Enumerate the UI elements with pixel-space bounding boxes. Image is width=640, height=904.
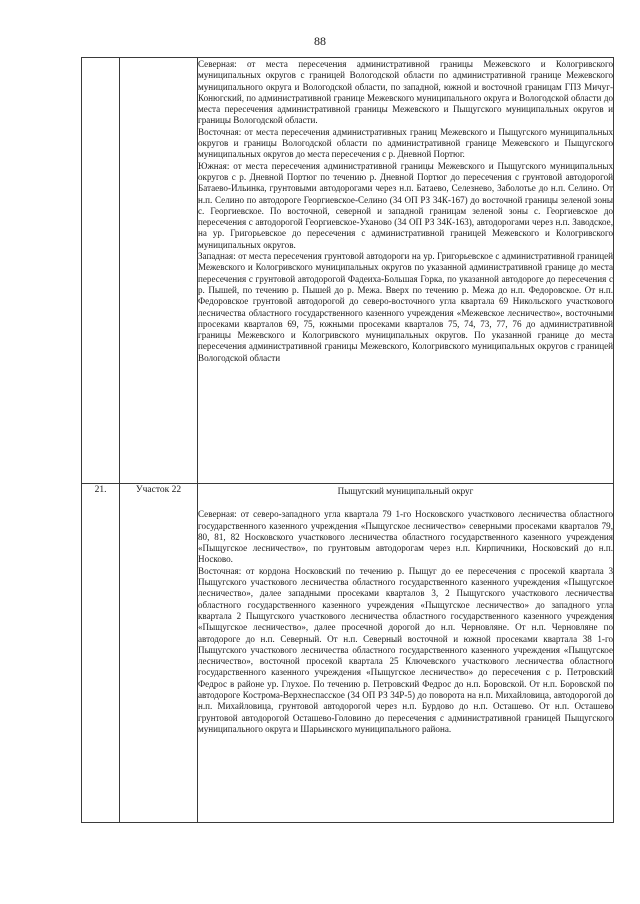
row-number: 21.: [82, 484, 120, 823]
table-row: [82, 484, 614, 823]
row-number: [82, 58, 120, 484]
row-section-name: Участок 22: [120, 484, 198, 823]
boundary-north-paragraph: Северная: от места пересечения административной границы Межевского и Кологривского муниципальных округов с границей Вологодской области по административной границе Межевского муниципального округа и Вологодской области, по западной, южной и восточной границам ГПЗ Мичуг-Конюгский, по административной границе Межевского муниципального округа и Вологодской области до места пересечения административной границы Межевского и Пыщугского муниципальных округов и границы Вологодской области.: [198, 59, 613, 126]
boundary-east-paragraph: Восточная: от кордона Носковский по течению р. Пыщуг до ее пересечения с просекой квартала 3 Пыщугского участкового лесничества областного государственного казенного учреждения «Пыщугское лесничество», далее западными просеками кварталов 3, 2 Пыщугского участкового лесничества областного государственного казенного учреждения «Пыщугское лесничество» до западного угла квартала 2 Пыщугского участкового лесничества областного государственного казенного учреждения «Пыщугское лесничество», далее просечной дорогой до н.п. Черновляне. От н.п. Черновляне по автодороге до н.п. Северный. От н.п. Северный восточной и южной просеками квартала 38 1-го Пыщугского участкового лесничества областного государственного казенного учреждения «Пыщугское лесничество», восточной просекой квартала 25 Ключевского участкового лесничества областного государственного казенного учреждения «Пыщугское лесничество» до пересечения с р. Петровский Федрос в районе ур. Глухое. По течению р. Петровский Федрос до н.п. Боровской. От н.п. Боровской по автодороге Кострома-Верхнеспасское (34 ОП РЗ 34Р-5) до поворота на н.п. Михайловица, автодорогой до н.п. Михайловица, грунтовой автодорогой через н.п. Бурдово до н.п. Осташево. От н.п. Осташево грунтовой автодорогой Осташево-Головино до пересечения с административной границей Пыщугского муниципального округа и Шарьинского муниципального района.: [198, 565, 613, 734]
boundary-east-paragraph: Восточная: от места пересечения административных границ Межевского и Пыщугского муниципальных округов и границы Вологодской области по административной границе Межевского и Пыщугского муниципальных округов до места пересечения с р. Дневной Портюг.: [198, 126, 613, 160]
row-section-name: [120, 58, 198, 484]
boundary-south-paragraph: Южная: от места пересечения административной границы Межевского и Пыщугского муниципальных округов с р. Дневной Портюг по течению р. Дневной Портюг до пересечения с грунтовой автодорогой Батаево-Ильинка, грунтовыми автодорогами через н.п. Батаево, Селезнево, Заболотье до н.п. Селино. От н.п. Селино по автодороге Георгиевское-Селино (34 ОП РЗ 34К-167) до восточной границы зеленой зоны с. Георгиевское. По восточной, северной и западной границам зеленой зоны с. Георгиевское до пересечения с автодорогой Георгиевское-Уханово (34 ОП РЗ 34К-163), автодорогами через н.п. Заводское, на ур. Григорьевское до пересечения с административной границей Межевского и Кологривского муниципальных округов.: [198, 160, 613, 250]
page-number: 88: [314, 34, 326, 48]
boundary-west-paragraph: Западная: от места пересечения грунтовой автодороги на ур. Григорьевское с административной границей Межевского и Кологривского муниципальных округов по указанной административной границе до места пересечения с грунтовой автодорогой Фадеиха-Большая Горка, по указанной автодороге до пересечения с р. Пышей, по течению р. Пышей до р. Межа. Вверх по течению р. Межа до н.п. Федоровское. От н.п. Федоровское грунтовой автодорогой до северо-восточного угла квартала 69 Никольского участкового лесничества областного государственного казенного учреждения «Межевское лесничество», восточными просеками кварталов 69, 75, южными просеками кварталов 75, 74, 73, 77, 76 до административной границы Межевского и Кологривского муниципальных округов. По указанной границе до места пересечения административной границы Межевского, Кологривского муниципальных округов с границей Вологодской области: [198, 251, 613, 363]
table-row: [82, 58, 614, 484]
row-description: [198, 58, 614, 484]
row-description: [198, 484, 614, 823]
district-heading: Пыщугский муниципальный округ: [337, 486, 474, 496]
boundary-north-paragraph: Северная: от северо-западного угла квартала 79 1-го Носковского участкового лесничества областного государственного казенного учреждения «Пыщугское лесничество» северными просеками кварталов 79, 80, 81, 82 Носковского участкового лесничества областного государственного казенного учреждения «Пыщугское лесничество», по грунтовым автодорогам через н.п. Кирпичники, Носковский до н.п. Носково.: [198, 509, 613, 565]
zones-table: [81, 57, 614, 823]
